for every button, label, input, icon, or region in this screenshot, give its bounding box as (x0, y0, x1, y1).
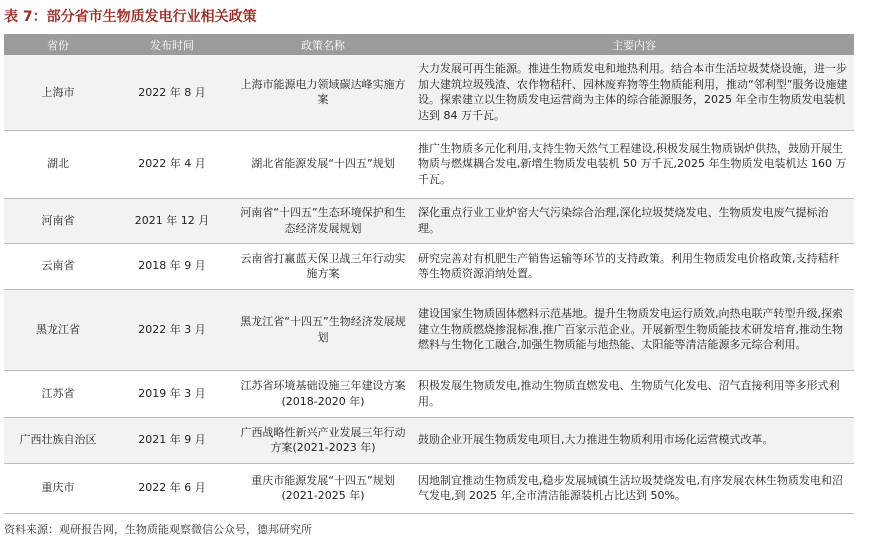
cell-date: 2021 年 9 月 (112, 417, 232, 463)
cell-content: 因地制宜推动生物质发电,稳步发展城镇生活垃圾焚烧发电,有序发展农林生物质发电和沼气发电,到 2025 年,全市清洁能源装机占比达到 50%。 (414, 463, 854, 513)
header-date: 发布时间 (112, 34, 232, 55)
cell-province: 云南省 (4, 243, 112, 289)
table-row (4, 55, 854, 130)
cell-date: 2021 年 12 月 (112, 198, 232, 243)
table-row (4, 243, 854, 289)
policy-table (4, 34, 854, 514)
table-row (4, 289, 854, 370)
table-row (4, 463, 854, 513)
cell-content: 建设国家生物质固体燃料示范基地。提升生物质发电运行质效,向热电联产转型升级,探索建立生物质燃烧掺混标准,推广百家示范企业。开展新型生物质能技术研发培育,推动生物燃料与生物化工融合,加强生物质能与地热能、太阳能等清洁能源多元综合利用。 (414, 289, 854, 370)
table-row (4, 198, 854, 243)
table-row (4, 370, 854, 417)
cell-province: 河南省 (4, 198, 112, 243)
cell-content: 大力发展可再生能源。推进生物质发电和地热利用。结合本市生活垃圾焚烧设施，进一步加大建筑垃圾残渣、农作物秸秆、园林废弃物等生物质能利用，推动“邻利型”服务设施建设。探索建立以生物质发电运营商为主体的综合能源服务，2025 年全市生物质发电装机达到 84 万千瓦。 (414, 55, 854, 130)
cell-policy-name: 广西战略性新兴产业发展三年行动方案(2021-2023 年) (232, 417, 414, 463)
table-row (4, 130, 854, 198)
cell-date: 2022 年 6 月 (112, 463, 232, 513)
source-note: 资料来源：观研报告网，生物质能观察微信公众号，德邦研究所 (4, 523, 312, 536)
cell-province: 江苏省 (4, 370, 112, 417)
cell-content: 鼓励企业开展生物质发电项目,大力推进生物质利用市场化运营模式改革。 (414, 417, 854, 463)
cell-province: 黑龙江省 (4, 289, 112, 370)
table-header-row (4, 34, 854, 55)
cell-policy-name: 重庆市能源发展“十四五”规划(2021-2025 年) (232, 463, 414, 513)
cell-policy-name: 云南省打赢蓝天保卫战三年行动实施方案 (232, 243, 414, 289)
cell-province: 湖北 (4, 130, 112, 198)
table-row (4, 417, 854, 463)
cell-date: 2022 年 8 月 (112, 55, 232, 130)
cell-date: 2022 年 3 月 (112, 289, 232, 370)
header-content: 主要内容 (414, 34, 854, 55)
cell-policy-name: 黑龙江省“十四五”生物经济发展规划 (232, 289, 414, 370)
cell-content: 积极发展生物质发电,推动生物质直燃发电、生物质气化发电、沼气直接利用等多形式利用。 (414, 370, 854, 417)
cell-policy-name: 河南省“十四五”生态环境保护和生态经济发展规划 (232, 198, 414, 243)
cell-content: 研究完善对有机肥生产销售运输等环节的支持政策。利用生物质发电价格政策,支持秸秆等生物质资源消纳处置。 (414, 243, 854, 289)
table-title: 表 7：部分省市生物质发电行业相关政策 (4, 9, 257, 25)
header-policy-name: 政策名称 (232, 34, 414, 55)
header-province: 省份 (4, 34, 112, 55)
cell-content: 深化重点行业工业炉窑大气污染综合治理,深化垃圾焚烧发电、生物质发电废气提标治理。 (414, 198, 854, 243)
cell-content: 推广生物质多元化利用,支持生物天然气工程建设,积极发展生物质锅炉供热，鼓励开展生物质与燃煤耦合发电,新增生物质发电装机 50 万千瓦,2025 年生物质发电装机达 160 万千瓦。 (414, 130, 854, 198)
cell-policy-name: 江苏省环境基础设施三年建设方案(2018-2020 年) (232, 370, 414, 417)
cell-province: 重庆市 (4, 463, 112, 513)
cell-policy-name: 上海市能源电力领域碳达峰实施方案 (232, 55, 414, 130)
cell-date: 2018 年 9 月 (112, 243, 232, 289)
cell-policy-name: 湖北省能源发展“十四五”规划 (232, 130, 414, 198)
cell-date: 2022 年 4 月 (112, 130, 232, 198)
cell-province: 广西壮族自治区 (4, 417, 112, 463)
cell-date: 2019 年 3 月 (112, 370, 232, 417)
cell-province: 上海市 (4, 55, 112, 130)
